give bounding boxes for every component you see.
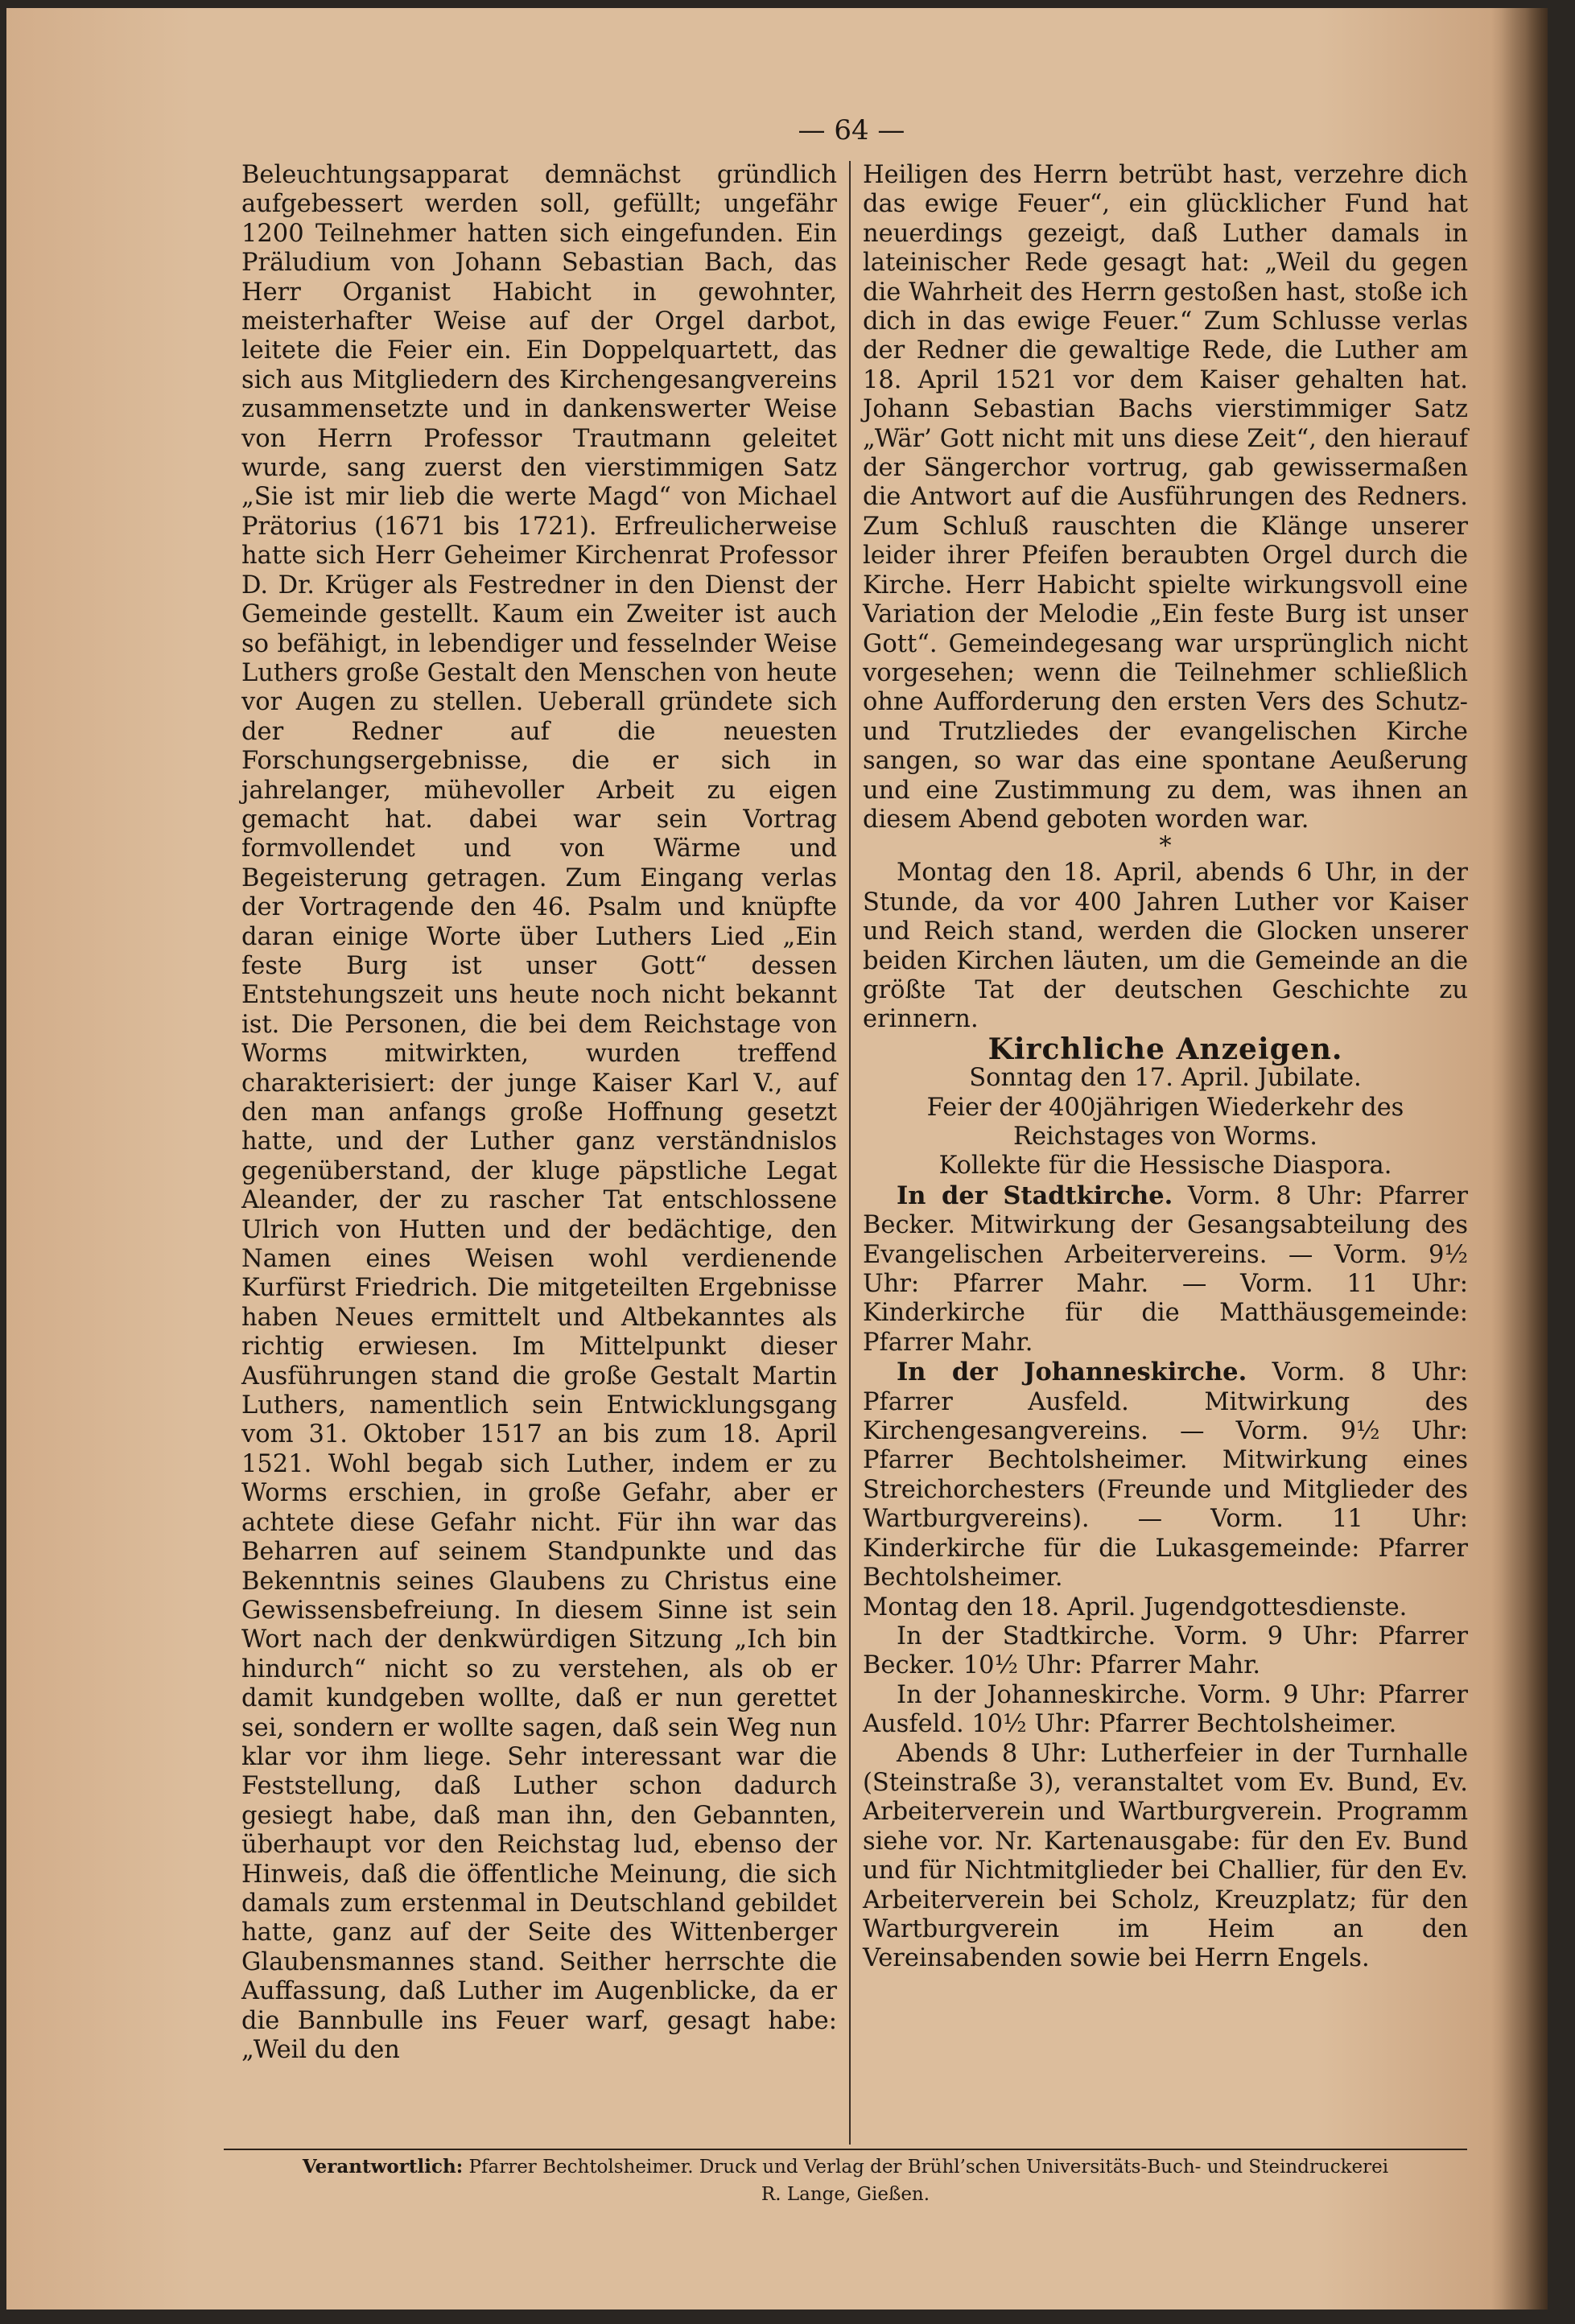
newspaper-page	[6, 8, 1548, 2310]
sunday-line: Sonntag den 17. April. Jubilate.	[969, 1064, 1362, 1093]
right-column-continuation: Heiligen des Herrn betrübt hast, verzehre dich das ewige Feuer“, ein glücklicher Fund hat neuerdings gezeigt, daß Luther damals in lateinischer Rede gesagt hat: „Weil du gegen die Wahrheit des Herrn gestoßen hast, stoße ich dich in das ewige Feuer.“ Zum Schlusse verlas der Redner die gewaltige Rede, die Luther am 18. April 1521 vor dem Kaiser gehalten hat. Johann Sebastian Bachs vierstimmiger Satz „Wär’ Gott nicht mit uns diese Zeit“, den hierauf der Sängerchor vortrug, gab gewissermaßen die Antwort auf die Ausführungen des Redners. Zum Schluß rauschten die Klänge unserer leider ihrer Pfeifen beraubten Orgel durch die Kirche. Herr Habicht spielte wirkungsvoll eine Variation der Melodie „Ein feste Burg ist unser Gott“. Gemeindegesang war ursprünglich nicht vorgesehen; wenn die Teilnehmer schließlich ohne Aufforderung den ersten Vers des Schutz- und Trutzliedes der evangelischen Kirche sangen, so war das eine spontane Aeußerung und eine Zustimmung zu dem, was ihnen an diesem Abend geboten worden war.	[863, 161, 1468, 834]
imprint-line	[224, 2153, 1467, 2181]
johanneskirche-text: Vorm. 8 Uhr: Pfarrer Ausfeld. Mitwirkung des Kirchengesangvereins. — Vorm. 9½ Uhr: Pfarrer Bechtolsheimer. Mitwirkung eines Streichorchesters (Freunde und Mitglieder des Wartburgvereins). — Vorm. 11 Uhr: Kinderkirche für die Lukasgemeinde: Pfarrer Bechtolsheimer.	[863, 1358, 1468, 1593]
imprint-text: Pfarrer Bechtolsheimer. Druck und Verlag der Brühl’schen Universitäts-Buch- und Steindruckerei	[463, 2157, 1389, 2178]
johanneskirche-label: In der Johanneskirche.	[897, 1358, 1247, 1387]
footer-rule	[224, 2149, 1467, 2150]
imprint-footer	[224, 2153, 1467, 2208]
feier-line: Feier der 400jährigen Wiederkehr des Reichstages von Worms.	[926, 1093, 1404, 1151]
stadtkirche-label: In der Stadtkirche.	[897, 1181, 1173, 1210]
right-column	[863, 161, 1468, 1974]
imprint-printer: R. Lange, Gießen.	[761, 2184, 930, 2205]
kollekte-line: Kollekte für die Hessische Diaspora.	[938, 1152, 1392, 1181]
page-number: — 64 —	[798, 114, 905, 146]
section-separator: *	[1159, 832, 1172, 861]
column-divider	[849, 161, 851, 2145]
montag-johanneskirche: In der Johanneskirche. Vorm. 9 Uhr: Pfarrer Ausfeld. 10½ Uhr: Pfarrer Bechtolsheimer.	[863, 1680, 1468, 1739]
left-column	[241, 161, 837, 2065]
book-spine-shadow	[1491, 8, 1548, 2310]
johanneskirche-entry	[863, 1358, 1468, 1593]
stadtkirche-entry	[863, 1181, 1468, 1358]
monday-bell-notice: Montag den 18. April, abends 6 Uhr, in der Stunde, da vor 400 Jahren Luther vor Kaiser und Reich stand, werden die Glocken unserer beiden Kirchen läuten, um die Gemeinde an die größte Tat der deutschen Geschichte zu erinnern.	[863, 859, 1468, 1034]
stadtkirche-text: Vorm. 8 Uhr: Pfarrer Becker. Mitwirkung der Gesangsabteilung des Evangelischen Arbeitervereins. — Vorm. 9½ Uhr: Pfarrer Mahr. — Vorm. 11 Uhr: Kinderkirche für die Matthäusgemeinde: Pfarrer Mahr.	[863, 1181, 1468, 1357]
church-notices-heading: Kirchliche Anzeigen.	[987, 1032, 1343, 1066]
imprint-label: Verantwortlich:	[302, 2156, 464, 2178]
left-column-text: Beleuchtungsapparat demnächst gründlich aufgebessert werden soll, gefüllt; ungefähr 1200 Teilnehmer hatten sich eingefunden. Ein Präludium von Johann Sebastian Bach, das Herr Organist Habicht in gewohnter, meisterhafter Weise auf der Orgel darbot, leitete die Feier ein. Ein Doppelquartett, das sich aus Mitgliedern des Kirchengesangvereins zusammensetzte und in dankenswerter Weise von Herrn Professor Trautmann geleitet wurde, sang zuerst den vierstimmigen Satz „Sie ist mir lieb die werte Magd“ von Michael Prätorius (1671 bis 1721). Erfreulicherweise hatte sich Herr Geheimer Kirchenrat Professor D. Dr. Krüger als Festredner in den Dienst der Gemeinde gestellt. Kaum ein Zweiter ist auch so befähigt, in lebendiger und fesselnder Weise Luthers große Gestalt den Menschen von heute vor Augen zu stellen. Ueberall gründete sich der Redner auf die neuesten Forschungsergebnisse, die er sich in jahrelanger, mühevoller Arbeit zu eigen gemacht hat. dabei war sein Vortrag formvollendet und von Wärme und Begeisterung getragen. Zum Eingang verlas der Vortragende den 46. Psalm und knüpfte daran einige Worte über Luthers Lied „Ein feste Burg ist unser Gott“ dessen Entstehungszeit uns heute noch nicht bekannt ist. Die Personen, die bei dem Reichstage von Worms mitwirkten, wurden treffend charakterisiert: der junge Kaiser Karl V., auf den man anfangs große Hoffnung gesetzt hatte, und der Luther ganz verständnislos gegenüberstand, der kluge päpstliche Legat Aleander, der zu rascher Tat entschlossene Ulrich von Hutten und der bedächtige, den Namen eines Weisen wohl verdienende Kurfürst Friedrich. Die mitgeteilten Ergebnisse haben Neues ermittelt und Altbekanntes als richtig erwiesen. Im Mittelpunkt dieser Ausführungen stand die große Gestalt Martin Luthers, namentlich sein Entwicklungsgang vom 31. Oktober 1517 an bis zum 18. April 1521. Wohl begab sich Luther, indem er zu Worms erschien, in große Gefahr, aber er achtete diese Gefahr nicht. Für ihn war das Beharren auf seinem Standpunkte und das Bekenntnis seines Glaubens zu Christus eine Gewissensbefreiung. In diesem Sinne ist sein Wort nach der denkwürdigen Sitzung „Ich bin hindurch“ nicht so zu verstehen, als ob er damit kundgeben wollte, daß er nun gerettet sei, sondern er wollte sagen, daß sein Weg nun klar vor ihm liege. Sehr interessant war die Feststellung, daß Luther schon dadurch gesiegt habe, daß man ihn, den Gebannten, überhaupt vor den Reichstag lud, ebenso der Hinweis, daß die öffentliche Meinung, die sich damals zum erstenmal in Deutschland gebildet hatte, ganz auf der Seite des Wittenberger Glaubensmannes stand. Seither herrschte die Auffassung, daß Luther im Augenblicke, da er die Bannbulle ins Feuer warf, gesagt habe: „Weil du den	[241, 161, 837, 2064]
abends-lutherfeier: Abends 8 Uhr: Lutherfeier in der Turnhalle (Steinstraße 3), veranstaltet vom Ev. Bund, Ev. Arbeiterverein und Wartburgverein. Programm siehe vor. Nr. Kartenausgabe: für den Ev. Bund und für Nichtmitglieder bei Challier, für den Ev. Arbeiterverein bei Scholz, Kreuzplatz; für den Wartburgverein im Heim an den Vereinsabenden sowie bei Herrn Engels.	[863, 1739, 1468, 1973]
montag-line: Montag den 18. April. Jugendgottesdienste.	[863, 1593, 1408, 1621]
montag-stadtkirche: In der Stadtkirche. Vorm. 9 Uhr: Pfarrer Becker. 10½ Uhr: Pfarrer Mahr.	[863, 1621, 1468, 1680]
